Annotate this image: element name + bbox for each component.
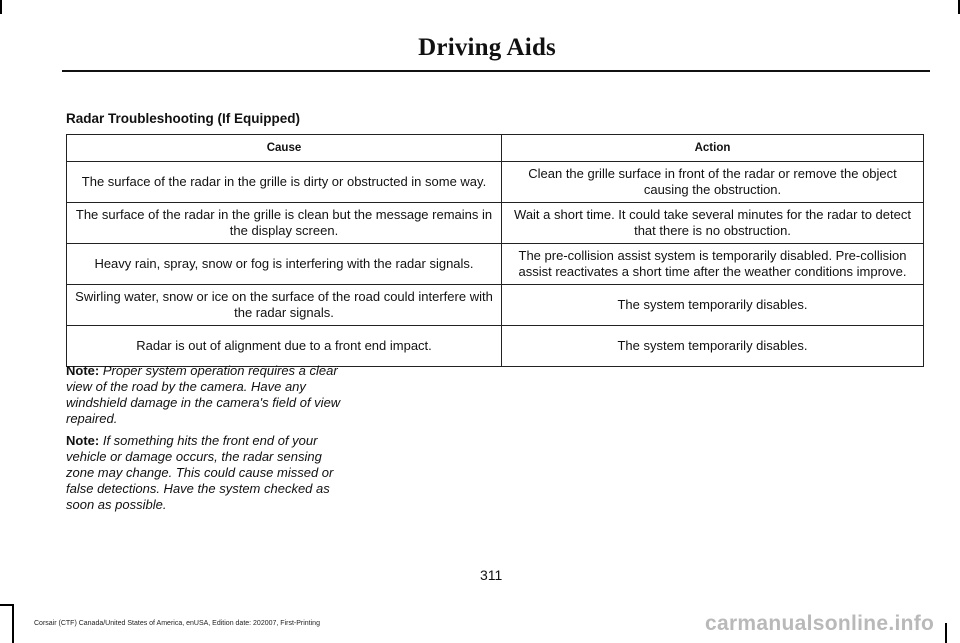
table-row (67, 162, 924, 203)
table-row (67, 326, 924, 367)
note-label: Note: (66, 433, 100, 448)
action-cell: Wait a short time. It could take several minutes for the radar to detect that there is no obstruction. (502, 203, 924, 244)
cause-cell: The surface of the radar in the grille is clean but the message remains in the display screen. (67, 203, 502, 244)
page-number: 311 (480, 567, 503, 583)
note-label: Note: (66, 363, 100, 378)
crop-mark-bottom-left-h (0, 604, 14, 606)
table-header-row (67, 135, 924, 162)
column-header-action: Action (502, 135, 924, 162)
action-cell: The system temporarily disables. (502, 326, 924, 367)
header-rule (62, 70, 930, 72)
table-row (67, 244, 924, 285)
crop-mark-bottom-left-v (12, 604, 14, 643)
edition-footer: Corsair (CTF) Canada/United States of America, enUSA, Edition date: 202007, First-Printing (34, 620, 320, 627)
troubleshooting-table (66, 134, 924, 367)
page-title: Driving Aids (418, 34, 556, 61)
action-cell: Clean the grille surface in front of the radar or remove the object causing the obstruction. (502, 162, 924, 203)
cause-cell: Swirling water, snow or ice on the surface of the road could interfere with the radar signals. (67, 285, 502, 326)
column-header-cause: Cause (67, 135, 502, 162)
cause-cell: Radar is out of alignment due to a front end impact. (67, 326, 502, 367)
note-text: Proper system operation requires a clear view of the road by the camera. Have any windshield damage in the camera's field of view repaired. (66, 363, 341, 426)
note-text: If something hits the front end of your vehicle or damage occurs, the radar sensing zone may change. This could cause missed or false detections. Have the system checked as soon as possible. (66, 433, 334, 512)
crop-mark-top-left (0, 0, 2, 14)
note-camera (66, 363, 342, 427)
table-row (67, 203, 924, 244)
note-front-impact (66, 433, 342, 513)
action-cell: The pre-collision assist system is temporarily disabled. Pre-collision assist reactivates a short time after the weather conditions improve. (502, 244, 924, 285)
watermark: carmanualsonline.info (705, 612, 935, 635)
cause-cell: Heavy rain, spray, snow or fog is interfering with the radar signals. (67, 244, 502, 285)
action-cell: The system temporarily disables. (502, 285, 924, 326)
section-title: Radar Troubleshooting (If Equipped) (66, 111, 300, 126)
table-row (67, 285, 924, 326)
crop-mark-bottom-right-v (945, 623, 947, 643)
cause-cell: The surface of the radar in the grille is dirty or obstructed in some way. (67, 162, 502, 203)
